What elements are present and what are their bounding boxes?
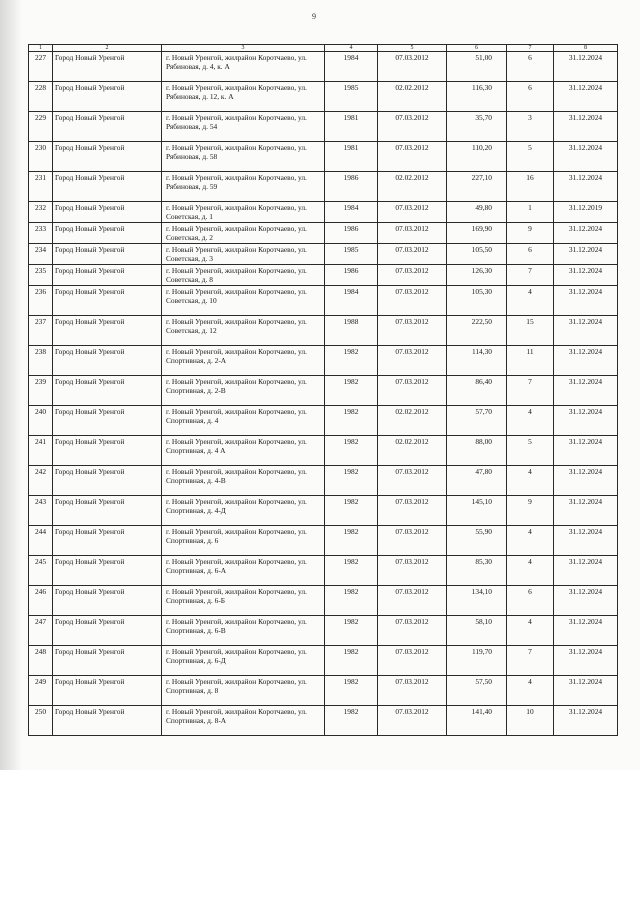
- year-built-cell: 1982: [325, 646, 378, 676]
- row-number: 247: [29, 616, 53, 646]
- end-date-cell: 31.12.2024: [554, 466, 618, 496]
- end-date-cell: 31.12.2024: [554, 376, 618, 406]
- address-cell: г. Новый Уренгой, жилрайон Коротчаево, ул. Спортивная, д. 4: [162, 406, 325, 436]
- table-row: [29, 496, 618, 526]
- date-cell: 07.03.2012: [378, 556, 447, 586]
- row-number: 249: [29, 676, 53, 706]
- date-cell: 07.03.2012: [378, 202, 447, 223]
- table-row: [29, 466, 618, 496]
- municipality-cell: Город Новый Уренгой: [53, 466, 162, 496]
- area-cell: 57,70: [447, 406, 507, 436]
- municipality-cell: Город Новый Уренгой: [53, 223, 162, 244]
- area-cell: 119,70: [447, 646, 507, 676]
- municipality-cell: Город Новый Уренгой: [53, 436, 162, 466]
- end-date-cell: 31.12.2024: [554, 244, 618, 265]
- row-number: 232: [29, 202, 53, 223]
- address-cell: г. Новый Уренгой, жилрайон Коротчаево, ул. Спортивная, д. 6-Д: [162, 646, 325, 676]
- municipality-cell: Город Новый Уренгой: [53, 244, 162, 265]
- table-row: [29, 52, 618, 82]
- year-built-cell: 1981: [325, 112, 378, 142]
- end-date-cell: 31.12.2024: [554, 82, 618, 112]
- table-row: [29, 676, 618, 706]
- quantity-cell: 4: [507, 616, 554, 646]
- address-cell: г. Новый Уренгой, жилрайон Коротчаево, ул. Рябиновая, д. 4, к. А: [162, 52, 325, 82]
- address-cell: г. Новый Уренгой, жилрайон Коротчаево, ул. Советская, д. 12: [162, 316, 325, 346]
- end-date-cell: 31.12.2024: [554, 406, 618, 436]
- address-cell: г. Новый Уренгой, жилрайон Коротчаево, ул. Рябиновая, д. 54: [162, 112, 325, 142]
- quantity-cell: 4: [507, 286, 554, 316]
- quantity-cell: 1: [507, 202, 554, 223]
- area-cell: 105,30: [447, 286, 507, 316]
- year-built-cell: 1984: [325, 202, 378, 223]
- date-cell: 07.03.2012: [378, 646, 447, 676]
- end-date-cell: 31.12.2024: [554, 676, 618, 706]
- address-cell: г. Новый Уренгой, жилрайон Коротчаево, ул. Рябиновая, д. 12, к. А: [162, 82, 325, 112]
- row-number: 237: [29, 316, 53, 346]
- end-date-cell: 31.12.2024: [554, 526, 618, 556]
- area-cell: 55,90: [447, 526, 507, 556]
- end-date-cell: 31.12.2024: [554, 346, 618, 376]
- area-cell: 222,50: [447, 316, 507, 346]
- year-built-cell: 1984: [325, 286, 378, 316]
- area-cell: 105,50: [447, 244, 507, 265]
- date-cell: 07.03.2012: [378, 112, 447, 142]
- row-number: 250: [29, 706, 53, 736]
- date-cell: 07.03.2012: [378, 706, 447, 736]
- end-date-cell: 31.12.2024: [554, 112, 618, 142]
- area-cell: 116,30: [447, 82, 507, 112]
- table-row: [29, 646, 618, 676]
- year-built-cell: 1982: [325, 586, 378, 616]
- date-cell: 07.03.2012: [378, 466, 447, 496]
- year-built-cell: 1981: [325, 142, 378, 172]
- quantity-cell: 6: [507, 586, 554, 616]
- year-built-cell: 1982: [325, 526, 378, 556]
- area-cell: 85,30: [447, 556, 507, 586]
- row-number: 240: [29, 406, 53, 436]
- quantity-cell: 4: [507, 526, 554, 556]
- table-row: [29, 202, 618, 223]
- year-built-cell: 1982: [325, 556, 378, 586]
- date-cell: 07.03.2012: [378, 496, 447, 526]
- address-cell: г. Новый Уренгой, жилрайон Коротчаево, ул. Советская, д. 2: [162, 223, 325, 244]
- quantity-cell: 4: [507, 556, 554, 586]
- quantity-cell: 4: [507, 406, 554, 436]
- quantity-cell: 11: [507, 346, 554, 376]
- municipality-cell: Город Новый Уренгой: [53, 676, 162, 706]
- end-date-cell: 31.12.2024: [554, 286, 618, 316]
- table-row: [29, 376, 618, 406]
- address-cell: г. Новый Уренгой, жилрайон Коротчаево, ул. Спортивная, д. 4-В: [162, 466, 325, 496]
- date-cell: 07.03.2012: [378, 52, 447, 82]
- column-number: 6: [447, 45, 507, 52]
- table-row: [29, 316, 618, 346]
- address-cell: г. Новый Уренгой, жилрайон Коротчаево, ул. Спортивная, д. 6-А: [162, 556, 325, 586]
- end-date-cell: 31.12.2024: [554, 265, 618, 286]
- municipality-cell: Город Новый Уренгой: [53, 142, 162, 172]
- year-built-cell: 1985: [325, 244, 378, 265]
- table-row: [29, 286, 618, 316]
- quantity-cell: 5: [507, 436, 554, 466]
- municipality-cell: Город Новый Уренгой: [53, 646, 162, 676]
- year-built-cell: 1982: [325, 436, 378, 466]
- municipality-cell: Город Новый Уренгой: [53, 82, 162, 112]
- area-cell: 49,80: [447, 202, 507, 223]
- year-built-cell: 1982: [325, 346, 378, 376]
- address-cell: г. Новый Уренгой, жилрайон Коротчаево, ул. Спортивная, д. 6-Б: [162, 586, 325, 616]
- table-row: [29, 436, 618, 466]
- year-built-cell: 1988: [325, 316, 378, 346]
- date-cell: 07.03.2012: [378, 316, 447, 346]
- address-cell: г. Новый Уренгой, жилрайон Коротчаево, ул. Советская, д. 3: [162, 244, 325, 265]
- area-cell: 51,00: [447, 52, 507, 82]
- address-cell: г. Новый Уренгой, жилрайон Коротчаево, ул. Спортивная, д. 8-А: [162, 706, 325, 736]
- housing-register-table: [28, 44, 618, 736]
- table-row: [29, 223, 618, 244]
- area-cell: 57,50: [447, 676, 507, 706]
- date-cell: 07.03.2012: [378, 346, 447, 376]
- quantity-cell: 7: [507, 646, 554, 676]
- table-row: [29, 142, 618, 172]
- year-built-cell: 1982: [325, 706, 378, 736]
- address-cell: г. Новый Уренгой, жилрайон Коротчаево, ул. Советская, д. 10: [162, 286, 325, 316]
- year-built-cell: 1982: [325, 676, 378, 706]
- area-cell: 134,10: [447, 586, 507, 616]
- area-cell: 88,00: [447, 436, 507, 466]
- column-number: 4: [325, 45, 378, 52]
- date-cell: 07.03.2012: [378, 286, 447, 316]
- municipality-cell: Город Новый Уренгой: [53, 406, 162, 436]
- area-cell: 114,30: [447, 346, 507, 376]
- quantity-cell: 6: [507, 82, 554, 112]
- column-number: 3: [162, 45, 325, 52]
- table-row: [29, 82, 618, 112]
- end-date-cell: 31.12.2024: [554, 556, 618, 586]
- end-date-cell: 31.12.2024: [554, 706, 618, 736]
- quantity-cell: 9: [507, 223, 554, 244]
- municipality-cell: Город Новый Уренгой: [53, 316, 162, 346]
- area-cell: 86,40: [447, 376, 507, 406]
- municipality-cell: Город Новый Уренгой: [53, 376, 162, 406]
- municipality-cell: Город Новый Уренгой: [53, 172, 162, 202]
- address-cell: г. Новый Уренгой, жилрайон Коротчаево, ул. Спортивная, д. 8: [162, 676, 325, 706]
- year-built-cell: 1982: [325, 616, 378, 646]
- municipality-cell: Город Новый Уренгой: [53, 112, 162, 142]
- date-cell: 02.02.2012: [378, 406, 447, 436]
- year-built-cell: 1982: [325, 376, 378, 406]
- row-number: 246: [29, 586, 53, 616]
- column-number: 8: [554, 45, 618, 52]
- row-number: 235: [29, 265, 53, 286]
- municipality-cell: Город Новый Уренгой: [53, 616, 162, 646]
- quantity-cell: 6: [507, 52, 554, 82]
- address-cell: г. Новый Уренгой, жилрайон Коротчаево, ул. Рябиновая, д. 58: [162, 142, 325, 172]
- end-date-cell: 31.12.2024: [554, 436, 618, 466]
- area-cell: 145,10: [447, 496, 507, 526]
- end-date-cell: 31.12.2024: [554, 586, 618, 616]
- row-number: 233: [29, 223, 53, 244]
- row-number: 241: [29, 436, 53, 466]
- quantity-cell: 4: [507, 466, 554, 496]
- year-built-cell: 1982: [325, 496, 378, 526]
- row-number: 244: [29, 526, 53, 556]
- municipality-cell: Город Новый Уренгой: [53, 202, 162, 223]
- end-date-cell: 31.12.2019: [554, 202, 618, 223]
- address-cell: г. Новый Уренгой, жилрайон Коротчаево, ул. Спортивная, д. 4 А: [162, 436, 325, 466]
- end-date-cell: 31.12.2024: [554, 646, 618, 676]
- address-cell: г. Новый Уренгой, жилрайон Коротчаево, ул. Советская, д. 8: [162, 265, 325, 286]
- year-built-cell: 1984: [325, 52, 378, 82]
- end-date-cell: 31.12.2024: [554, 172, 618, 202]
- area-cell: 58,10: [447, 616, 507, 646]
- quantity-cell: 16: [507, 172, 554, 202]
- quantity-cell: 4: [507, 676, 554, 706]
- date-cell: 07.03.2012: [378, 244, 447, 265]
- area-cell: 110,20: [447, 142, 507, 172]
- row-number: 245: [29, 556, 53, 586]
- table-row: [29, 586, 618, 616]
- municipality-cell: Город Новый Уренгой: [53, 706, 162, 736]
- table-row: [29, 526, 618, 556]
- column-number: 2: [53, 45, 162, 52]
- area-cell: 35,70: [447, 112, 507, 142]
- address-cell: г. Новый Уренгой, жилрайон Коротчаево, ул. Спортивная, д. 2-В: [162, 376, 325, 406]
- row-number: 227: [29, 52, 53, 82]
- area-cell: 169,90: [447, 223, 507, 244]
- table-row: [29, 112, 618, 142]
- area-cell: 47,80: [447, 466, 507, 496]
- date-cell: 07.03.2012: [378, 142, 447, 172]
- table-row: [29, 556, 618, 586]
- quantity-cell: 3: [507, 112, 554, 142]
- table-row: [29, 406, 618, 436]
- address-cell: г. Новый Уренгой, жилрайон Коротчаево, ул. Спортивная, д. 6: [162, 526, 325, 556]
- area-cell: 141,40: [447, 706, 507, 736]
- area-cell: 126,30: [447, 265, 507, 286]
- column-number: 1: [29, 45, 53, 52]
- date-cell: 07.03.2012: [378, 526, 447, 556]
- row-number: 248: [29, 646, 53, 676]
- date-cell: 07.03.2012: [378, 586, 447, 616]
- table-row: [29, 265, 618, 286]
- row-number: 243: [29, 496, 53, 526]
- date-cell: 02.02.2012: [378, 436, 447, 466]
- year-built-cell: 1986: [325, 223, 378, 244]
- address-cell: г. Новый Уренгой, жилрайон Коротчаево, ул. Спортивная, д. 2-А: [162, 346, 325, 376]
- end-date-cell: 31.12.2024: [554, 616, 618, 646]
- table-row: [29, 172, 618, 202]
- quantity-cell: 15: [507, 316, 554, 346]
- municipality-cell: Город Новый Уренгой: [53, 586, 162, 616]
- column-number-row: [29, 45, 618, 52]
- column-number: 7: [507, 45, 554, 52]
- municipality-cell: Город Новый Уренгой: [53, 556, 162, 586]
- date-cell: 07.03.2012: [378, 223, 447, 244]
- row-number: 234: [29, 244, 53, 265]
- quantity-cell: 5: [507, 142, 554, 172]
- quantity-cell: 10: [507, 706, 554, 736]
- year-built-cell: 1986: [325, 265, 378, 286]
- row-number: 228: [29, 82, 53, 112]
- date-cell: 07.03.2012: [378, 616, 447, 646]
- address-cell: г. Новый Уренгой, жилрайон Коротчаево, ул. Спортивная, д. 6-В: [162, 616, 325, 646]
- address-cell: г. Новый Уренгой, жилрайон Коротчаево, ул. Спортивная, д. 4-Д: [162, 496, 325, 526]
- date-cell: 07.03.2012: [378, 376, 447, 406]
- end-date-cell: 31.12.2024: [554, 316, 618, 346]
- date-cell: 07.03.2012: [378, 265, 447, 286]
- date-cell: 02.02.2012: [378, 82, 447, 112]
- quantity-cell: 6: [507, 244, 554, 265]
- binding-edge-shadow: [0, 0, 22, 770]
- quantity-cell: 9: [507, 496, 554, 526]
- end-date-cell: 31.12.2024: [554, 496, 618, 526]
- end-date-cell: 31.12.2024: [554, 142, 618, 172]
- page-number: 9: [312, 12, 316, 21]
- row-number: 242: [29, 466, 53, 496]
- address-cell: г. Новый Уренгой, жилрайон Коротчаево, ул. Рябиновая, д. 59: [162, 172, 325, 202]
- column-number: 5: [378, 45, 447, 52]
- row-number: 238: [29, 346, 53, 376]
- row-number: 231: [29, 172, 53, 202]
- end-date-cell: 31.12.2024: [554, 52, 618, 82]
- municipality-cell: Город Новый Уренгой: [53, 52, 162, 82]
- year-built-cell: 1982: [325, 406, 378, 436]
- address-cell: г. Новый Уренгой, жилрайон Коротчаево, ул. Советская, д. 1: [162, 202, 325, 223]
- table-row: [29, 346, 618, 376]
- row-number: 230: [29, 142, 53, 172]
- table-row: [29, 616, 618, 646]
- municipality-cell: Город Новый Уренгой: [53, 526, 162, 556]
- municipality-cell: Город Новый Уренгой: [53, 265, 162, 286]
- table-row: [29, 706, 618, 736]
- end-date-cell: 31.12.2024: [554, 223, 618, 244]
- municipality-cell: Город Новый Уренгой: [53, 286, 162, 316]
- date-cell: 02.02.2012: [378, 172, 447, 202]
- year-built-cell: 1986: [325, 172, 378, 202]
- row-number: 229: [29, 112, 53, 142]
- year-built-cell: 1985: [325, 82, 378, 112]
- year-built-cell: 1982: [325, 466, 378, 496]
- row-number: 239: [29, 376, 53, 406]
- municipality-cell: Город Новый Уренгой: [53, 496, 162, 526]
- date-cell: 07.03.2012: [378, 676, 447, 706]
- table-row: [29, 244, 618, 265]
- quantity-cell: 7: [507, 376, 554, 406]
- municipality-cell: Город Новый Уренгой: [53, 346, 162, 376]
- quantity-cell: 7: [507, 265, 554, 286]
- row-number: 236: [29, 286, 53, 316]
- area-cell: 227,10: [447, 172, 507, 202]
